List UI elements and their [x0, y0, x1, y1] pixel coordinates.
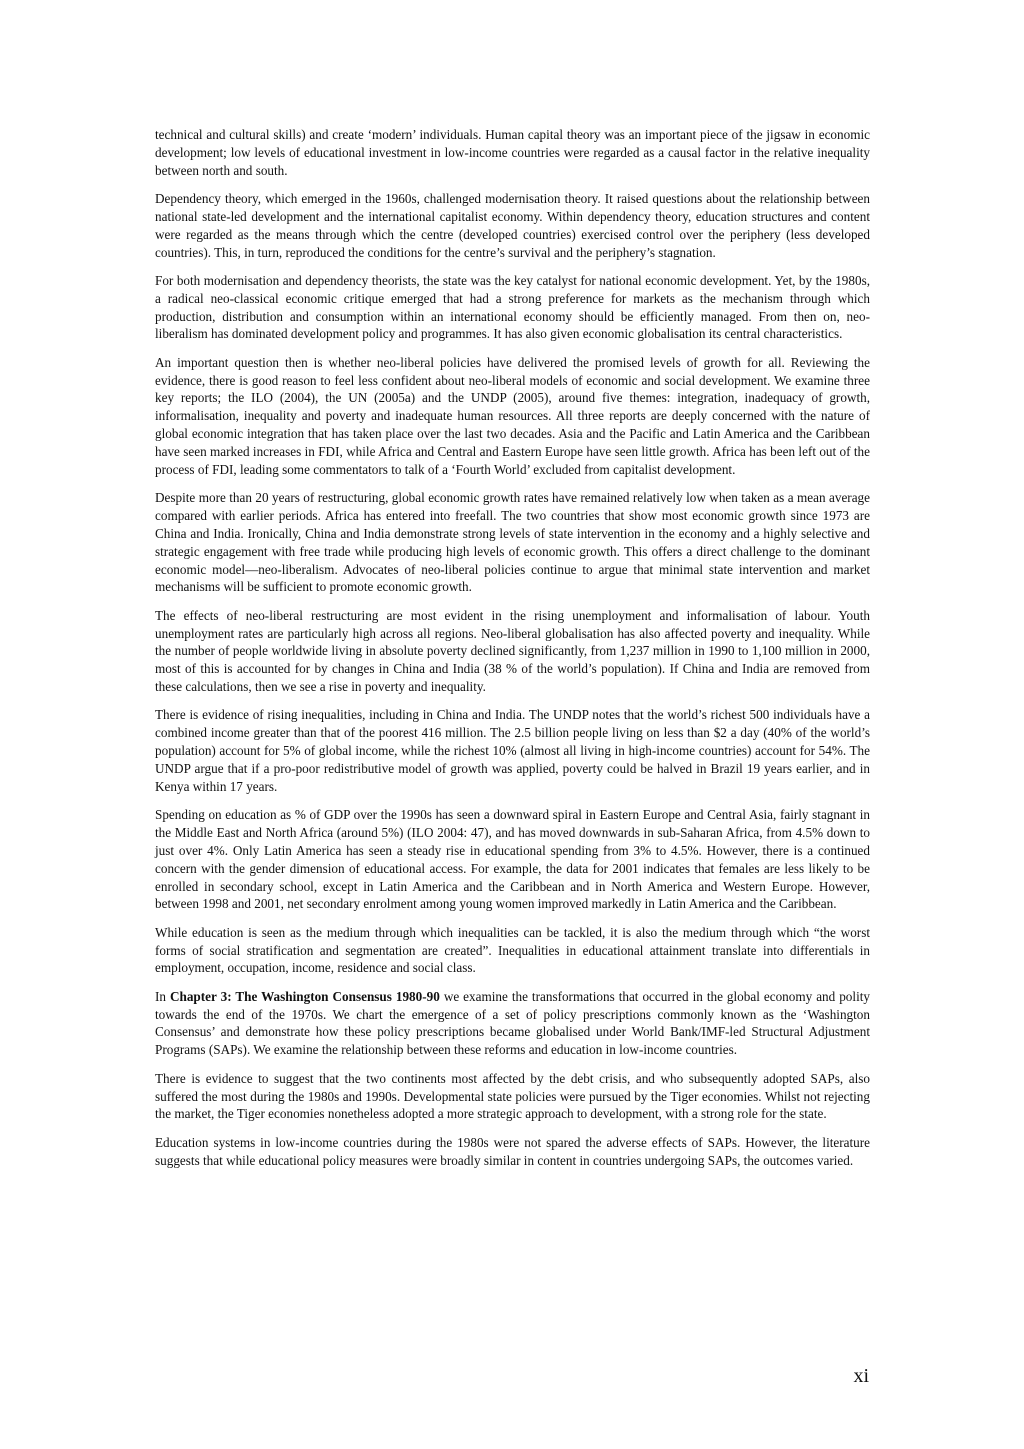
chapter-3-title: Chapter 3: The Washington Consensus 1980-90	[169, 988, 440, 1004]
paragraph-saps-education: Education systems in low-income countries during the 1980s were not spared the adverse effects of SAPs. However, the literature suggests that while educational policy measures were broadly similar in content in countries undergoing SAPs, the outcomes varied.	[155, 1134, 870, 1168]
paragraph-debt-crisis: There is evidence to suggest that the two continents most affected by the debt crisis, and who subsequently adopted SAPs, also suffered the most during the 1980s and 1990s. Developmental state policies were pursued by the Tiger economies. Whilst not rejecting the market, the Tiger economies nonetheless adopted a more strategic approach to development, with a strong role for the state.	[155, 1070, 870, 1122]
page-body	[155, 126, 870, 1180]
page-number: xi	[853, 1365, 869, 1387]
paragraph-unemployment-poverty: The effects of neo-liberal restructuring are most evident in the rising unemployment and informalisation of labour. Youth unemployment rates are particularly high across all regions. Neo-liberal globalisation has also affected poverty and inequality. While the number of people worldwide living in absolute poverty declined significantly, from 1,237 million in 1990 to 1,100 million in 2000, most of this is accounted for by changes in China and India (38 % of the world’s population). If China and India are removed from these calculations, then we see a rise in poverty and inequality.	[155, 607, 870, 695]
paragraph-three-reports: An important question then is whether neo-liberal policies have delivered the promised levels of growth for all. Reviewing the evidence, there is good reason to feel less confident about neo-liberal models of economic and social development. We examine three key reports; the ILO (2004), the UN (2005a) and the UNDP (2005), around five themes: integration, inadequacy of growth, informalisation, inequality and poverty and inadequate human resources. All three reports are deeply concerned with the nature of global economic integration that has taken place over the last two decades. Asia and the Pacific and Latin America and the Caribbean have seen marked increases in FDI, while Africa and Central and Eastern Europe have seen little growth. Africa has been left out of the process of FDI, leading some commentators to talk of a ‘Fourth World’ excluded from capitalist development.	[155, 354, 870, 477]
paragraph-inequalities: There is evidence of rising inequalities, including in China and India. The UNDP notes that the world’s richest 500 individuals have a combined income greater than that of the poorest 416 million. The 2.5 billion people living on less than $2 a day (40% of the world’s population) account for 5% of global income, while the richest 10% (almost all living in high-income countries) account for 54%. The UNDP argue that if a pro-poor redistributive model of growth was applied, poverty could be halved in Brazil 19 years earlier, and in Kenya within 17 years.	[155, 707, 870, 794]
paragraph-human-capital: technical and cultural skills) and create ‘modern’ individuals. Human capital theory was an important piece of the jigsaw in economic development; low levels of educational investment in low-income countries were regarded as a causal factor in the relative inequality between north and south.	[155, 127, 870, 178]
paragraph-dependency-theory: Dependency theory, which emerged in the 1960s, challenged modernisation theory. It raised questions about the relationship between national state-led development and the international capitalist economy. Within dependency theory, education structures and content were regarded as the means through which the centre (developed countries) exercised control over the periphery (less developed countries). This, in turn, reproduced the conditions for the centre’s survival and the periphery’s stagnation.	[155, 191, 870, 260]
paragraph-chapter-3	[155, 988, 870, 1059]
paragraph-growth-rates: Despite more than 20 years of restructuring, global economic growth rates have remained relatively low when taken as a mean average compared with earlier periods. Africa has entered into freefall. The two countries that show most economic growth since 1973 are China and India. Ironically, China and India demonstrate strong levels of state intervention in the economy and a highly selective and strategic engagement with free trade while producing high levels of economic growth. This offers a direct challenge to the dominant economic model—neo-liberalism. Advocates of neo-liberal policies continue to argue that minimal state intervention and market mechanisms will be sufficient to promote economic growth.	[155, 490, 870, 595]
paragraph-neo-liberal-critique: For both modernisation and dependency theorists, the state was the key catalyst for national economic development. Yet, by the 1980s, a radical neo-classical economic critique emerged that had a strong preference for markets as the mechanism through which production, distribution and consumption within an international economy should be efficiently managed. From then on, neo-liberalism has dominated development policy and programmes. It has also given economic globalisation its central characteristics.	[155, 272, 870, 342]
chapter-para-rest: we examine the transformations that occurred in the global economy and polity towards the end of the 1970s. We chart the emergence of a set of policy prescriptions commonly known as the ‘Washington Consensus’ and demonstrate how these policy prescriptions became globalised under World Bank/IMF-led Structural Adjustment Programs (SAPs). We examine the relationship between these reforms and education in low-income countries.	[155, 988, 870, 1058]
paragraph-education-spending: Spending on education as % of GDP over the 1990s has seen a downward spiral in Eastern Europe and Central Asia, fairly stagnant in the Middle East and North Africa (around 5%) (ILO 2004: 47), and has moved downwards in sub-Saharan Africa, from 4.5% down to just over 4%. Only Latin America has seen a steady rise in educational spending from 3% to 4.5%. However, there is a continued concern with the gender dimension of educational access. For example, the data for 2001 indicates that females are less likely to be enrolled in secondary school, except in Latin America and the Caribbean and in North America and Western Europe. However, between 1998 and 2001, net secondary enrolment among young women improved markedly in Latin America and the Caribbean.	[155, 807, 870, 912]
paragraph-education-medium: While education is seen as the medium through which inequalities can be tackled, it is also the medium through which “the worst forms of social stratification and segmentation are created”. Inequalities in educational attainment translate into differentials in employment, occupation, income, residence and social class.	[155, 924, 870, 976]
chapter-para-prefix: In	[155, 988, 170, 1004]
